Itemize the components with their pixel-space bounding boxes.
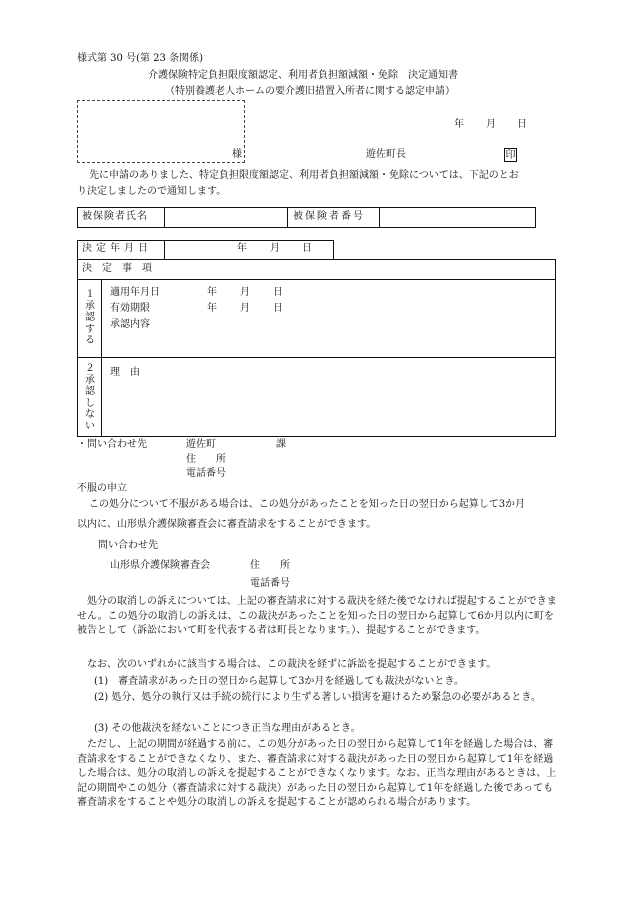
- appeal-paragraph-2: 処分の取消しの訴えについては、上記の審査請求に対する裁決を経た後でなければ提起することができません。この処分の取消しの訴えは、この裁決があったことを知った日の翌日から起算して6か月以内に町を被告として（訴訟において町を代表する者は町長となります。）、提起することができます。: [77, 596, 557, 636]
- appeal-board-name: 山形県介護保険審査会: [110, 560, 210, 571]
- valid-until-day: 日: [273, 303, 283, 314]
- appeal-p1-line1: この処分について不服がある場合は、この処分があったことを知った日の翌日から起算して3か月: [89, 499, 526, 510]
- issue-day: 日: [517, 119, 527, 130]
- approve-content-label: 承認内容: [110, 319, 150, 330]
- contact-phone-label: 電話番号: [186, 468, 226, 479]
- contact-section: 課: [276, 439, 286, 450]
- valid-until-year: 年: [207, 303, 217, 314]
- issue-month: 月: [486, 119, 496, 130]
- decision-date-month: 月: [270, 243, 280, 254]
- decision-date-label: 決定年月日: [82, 243, 152, 254]
- decision-items-table: [77, 259, 556, 437]
- appeal-item-1: (1) 審査請求があった日の翌日から起算して3か月を経過しても裁決がないとき。: [94, 676, 465, 687]
- document-subtitle: （特別養護老人ホームの要介護旧措置入所者に関する認定申請）: [165, 86, 455, 97]
- insured-name-field[interactable]: [168, 211, 283, 225]
- form-number: 様式第 30 号(第 23 条関係): [77, 53, 203, 64]
- decision-date-year: 年: [237, 243, 247, 254]
- insured-number-field[interactable]: [383, 211, 533, 225]
- contact-town: 遊佐町: [186, 439, 216, 450]
- appeal-phone-label: 電話番号: [250, 578, 290, 589]
- apply-date-day: 日: [273, 287, 283, 298]
- appeal-heading: 不服の申立: [77, 483, 127, 494]
- appeal-paragraph-4: ただし、上記の期間が経過する前に、この処分があった日の翌日から起算して1年を経過した場合は、審査請求をすることができなくなり、また、審査請求に対する裁決があった日の翌日から起算して1年を経過した場合は、処分の取消しの訴えを提起することができなくなります。なお、正当な理由があるときは、上記の期間やこの処分（審査請求に対する裁決）があった日の翌日から起算して1年を経過した後であっても審査請求をすることや処分の取消しの訴えを提起することが認められる場合があります。: [77, 739, 557, 808]
- document-title: 介護保険特定負担限度額認定、利用者負担額減額・免除 決定通知書: [148, 70, 458, 81]
- insured-name-label: 被保険者氏名: [82, 211, 148, 222]
- decision-date-day: 日: [302, 243, 312, 254]
- appeal-p1-line2: 以内に、山形県介護保険審査会に審査請求をすることができます。: [77, 519, 377, 530]
- apply-date-label: 適用年月日: [110, 287, 160, 298]
- seal-mark: 印: [505, 150, 516, 161]
- reason-label: 理 由: [110, 367, 140, 378]
- apply-date-month: 月: [240, 287, 250, 298]
- intro-line-2: り決定しましたので通知します。: [77, 186, 227, 197]
- issue-year: 年: [454, 119, 464, 130]
- valid-until-month: 月: [240, 303, 250, 314]
- insured-number-label: 被保険者番号: [293, 211, 365, 222]
- approve-label: １承認する: [85, 289, 95, 346]
- appeal-item-2: (2) 処分、処分の執行又は手続の続行により生ずる著しい損害を避けるため緊急の必要があるとき。: [94, 692, 541, 703]
- issuer-name: 遊佐町長: [366, 149, 406, 160]
- appeal-contact-label: 問い合わせ先: [98, 540, 158, 551]
- recipient-address-box[interactable]: [77, 100, 245, 163]
- appeal-address-label: 住 所: [250, 560, 290, 571]
- appeal-item-3: (3) その他裁決を経ないことにつき正当な理由があるとき。: [94, 723, 361, 734]
- intro-line-1: 先に申請のありました、特定負担限度額認定、利用者負担額減額・免除については、下記のとお: [89, 170, 519, 181]
- recipient-honorific: 様: [232, 149, 242, 160]
- apply-date-year: 年: [207, 287, 217, 298]
- valid-until-label: 有効期限: [110, 303, 150, 314]
- deny-label: ２承認しない: [85, 363, 95, 432]
- contact-label: ・問い合わせ先: [77, 439, 147, 450]
- decision-items-label: 決 定 事 項: [82, 263, 152, 274]
- appeal-paragraph-3: なお、次のいずれかに該当する場合は、この裁決を経ずに訴訟を提起することができます。: [87, 659, 497, 670]
- contact-address-label: 住 所: [186, 454, 226, 465]
